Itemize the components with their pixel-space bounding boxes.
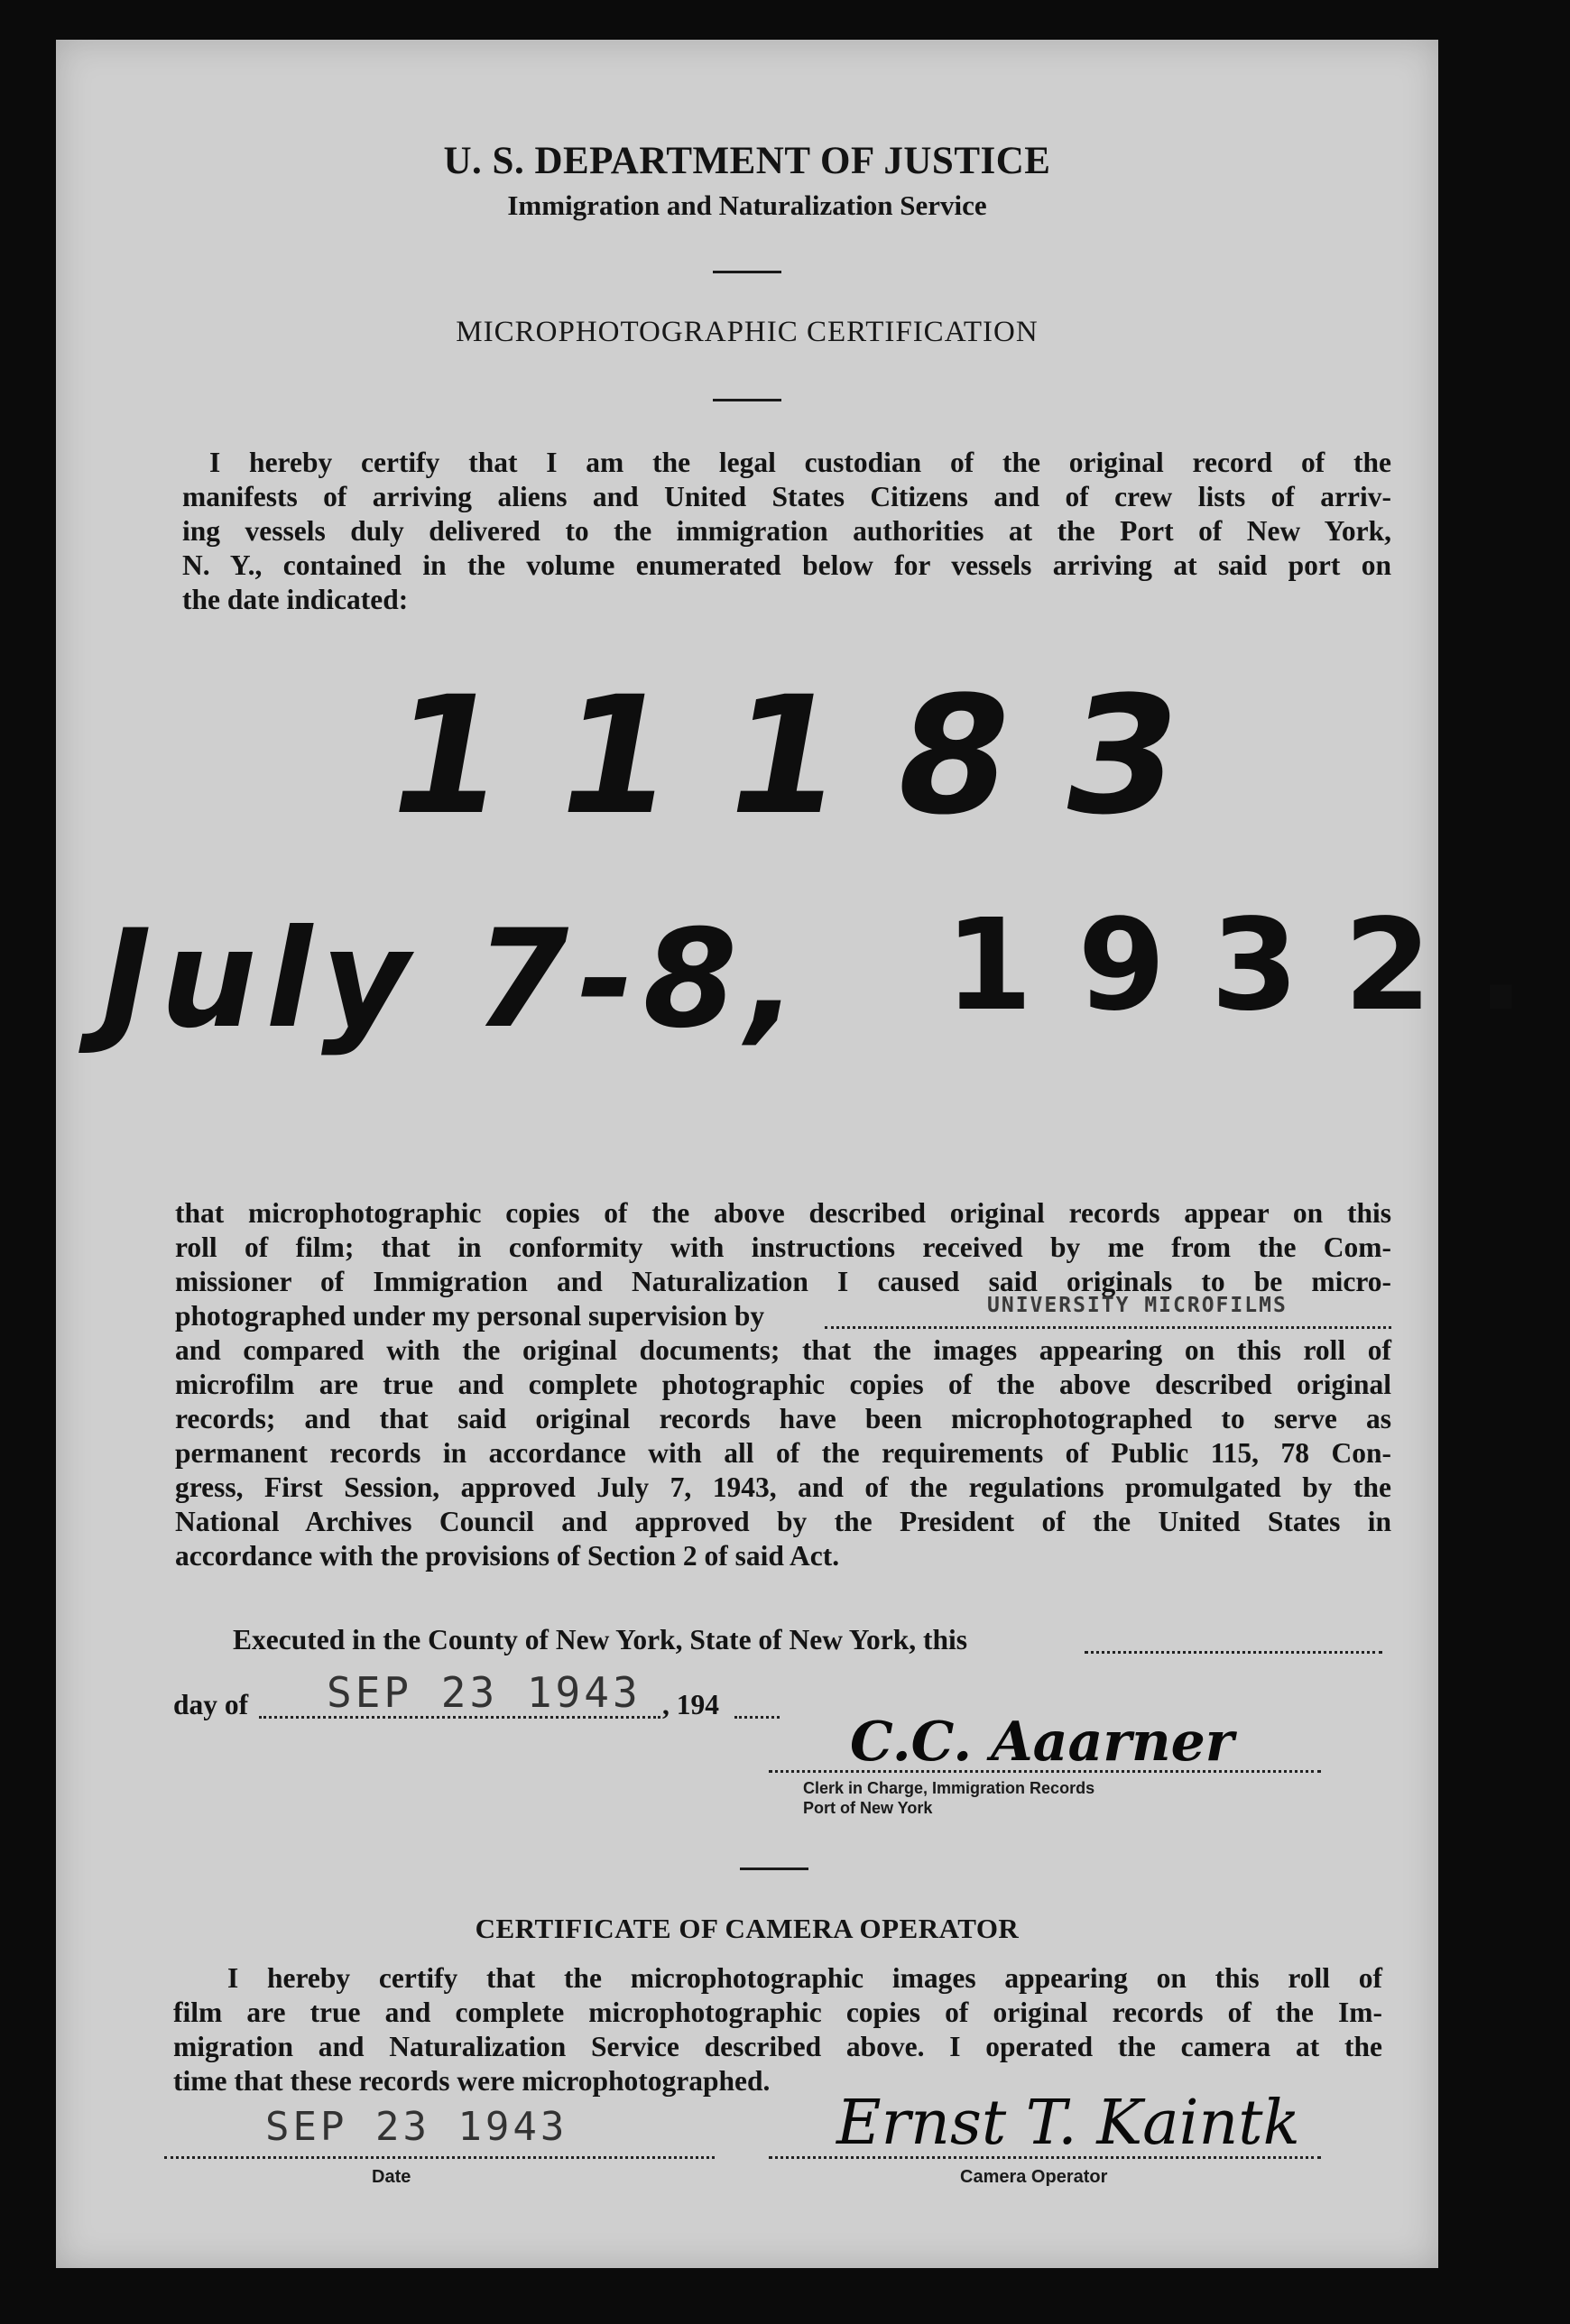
operator-paragraph (173, 1961, 1382, 2098)
operator-title: CERTIFICATE OF CAMERA OPERATOR (475, 1913, 1020, 1944)
body-line: and compared with the original documents; that the images appearing on this roll of (175, 1334, 1391, 1366)
operator-signature-line (769, 2156, 1321, 2159)
handwritten-date: July 7-8, (101, 901, 807, 1058)
executed-day-blank (1085, 1651, 1382, 1654)
day-stamp: SEP 23 1943 (327, 1668, 642, 1717)
department-heading: U. S. DEPARTMENT OF JUSTICE (443, 140, 1051, 182)
intro-line: manifests of arriving aliens and United States Citizens and of crew lists of arriv- (182, 481, 1391, 512)
intro-line: ing vessels duly delivered to the immigration authorities at the Port of New York, (182, 515, 1391, 547)
operator-line: migration and Naturalization Service described above. I operated the camera at the (173, 2031, 1382, 2062)
supervisor-blank (825, 1326, 1391, 1329)
intro-paragraph (182, 446, 1391, 617)
year-blank (734, 1716, 780, 1719)
divider (713, 399, 781, 401)
operator-label: Camera Operator (960, 2167, 1108, 2187)
body-line (175, 1294, 1391, 1333)
clerk-office: Port of New York (803, 1799, 933, 1817)
supervisor-stamp: UNIVERSITY MICROFILMS (987, 1294, 1288, 1317)
body-line: National Archives Council and approved by the President of the United States in (175, 1506, 1391, 1537)
intro-line: the date indicated: (182, 584, 409, 615)
operator-date-label: Date (372, 2167, 411, 2187)
service-heading: Immigration and Naturalization Service (507, 189, 987, 221)
year-prefix: , 194 (662, 1689, 719, 1720)
divider (713, 271, 781, 273)
divider (740, 1868, 808, 1870)
body-line: records; and that said original records have been microphotographed to serve as (175, 1403, 1391, 1434)
handwritten-year: 1932. (945, 892, 1570, 1039)
day-of-label: day of (173, 1689, 249, 1720)
certification-title: MICROPHOTOGRAPHIC CERTIFICATION (456, 316, 1039, 348)
clerk-signature: C.C. Aaarner (850, 1711, 1234, 1774)
operator-signature: Ernst T. Kaintk (836, 2088, 1300, 2159)
operator-date-stamp: SEP 23 1943 (265, 2104, 568, 2150)
body-line: gress, First Session, approved July 7, 1943, and of the regulations promulgated by the (175, 1471, 1391, 1503)
body-line: microfilm are true and complete photographic copies of the above described original (175, 1369, 1391, 1400)
intro-line: I hereby certify that I am the legal custodian of the original record of the (209, 447, 1391, 478)
clerk-title: Clerk in Charge, Immigration Records (803, 1779, 1095, 1797)
operator-date-line (164, 2156, 715, 2159)
body-line: roll of film; that in conformity with instructions received by me from the Com- (175, 1231, 1391, 1263)
body-paragraph (175, 1196, 1391, 1573)
body-line: that microphotographic copies of the above described original records appear on this (175, 1197, 1391, 1229)
handwritten-volume-number: 11183 (373, 662, 1251, 851)
certificate-page (56, 40, 1570, 2268)
supervision-label: photographed under my personal supervision by (175, 1300, 765, 1332)
intro-line: N. Y., contained in the volume enumerated below for vessels arriving at said port on (182, 549, 1391, 581)
operator-line: time that these records were microphotographed. (173, 2065, 771, 2097)
body-line: permanent records in accordance with all of the requirements of Public 115, 78 Con- (175, 1437, 1391, 1469)
operator-line: film are true and complete microphotographic copies of original records of the Im- (173, 1997, 1382, 2028)
executed-line: Executed in the County of New York, State of New York, this (233, 1624, 968, 1655)
body-line: accordance with the provisions of Section 2 of said Act. (175, 1540, 840, 1572)
operator-line: I hereby certify that the microphotographic images appearing on this roll of (227, 1962, 1382, 1994)
body-line: missioner of Immigration and Naturalization I caused said originals to be micro- (175, 1266, 1391, 1297)
